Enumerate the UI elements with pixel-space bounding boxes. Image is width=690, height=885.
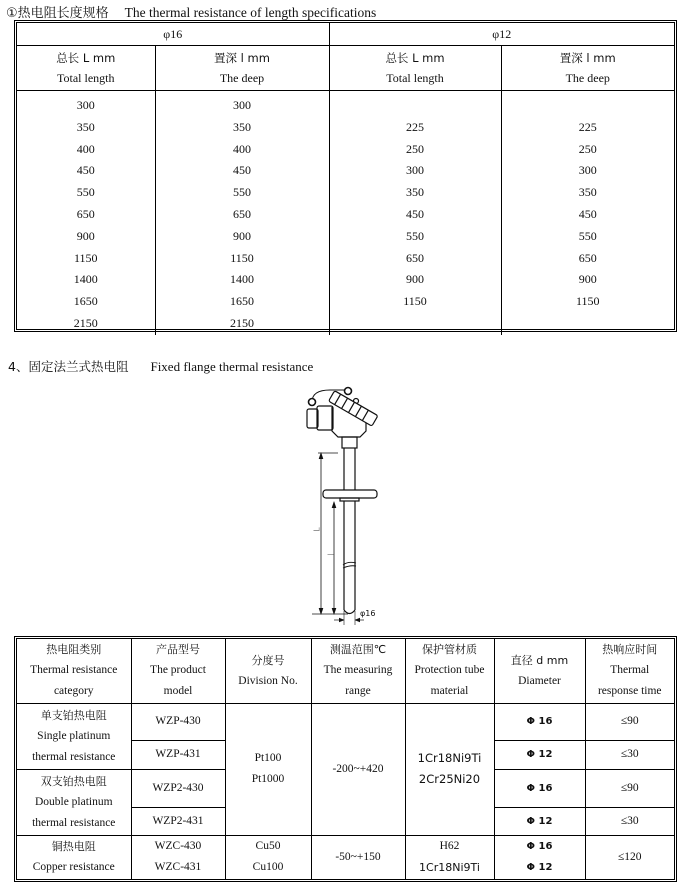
diameter-value: Φ 16 bbox=[526, 841, 553, 853]
table-cell-diameter bbox=[494, 769, 585, 807]
header-cn: 产品型号 bbox=[156, 643, 200, 657]
category-double-platinum bbox=[17, 769, 131, 835]
diameter-value: Φ 16 bbox=[526, 716, 553, 727]
table-cell-response: ≤90 bbox=[585, 703, 674, 740]
material-value: 1Cr18Ni9Ti bbox=[419, 861, 480, 875]
column-header-deep bbox=[155, 46, 329, 91]
header-en: The deep bbox=[565, 71, 610, 85]
header-en: Total length bbox=[386, 71, 444, 85]
table-cell: 300 bbox=[76, 98, 95, 112]
division-platinum bbox=[225, 703, 311, 835]
header-cn: 热响应时间 bbox=[602, 643, 658, 657]
table-cell: 400 bbox=[76, 141, 95, 156]
table-cell-model: WZP2-431 bbox=[131, 807, 225, 835]
model-value: WZC-430 bbox=[154, 840, 202, 853]
table-cell: 225 bbox=[406, 119, 424, 134]
table-cell-response: ≤90 bbox=[585, 769, 674, 807]
table-cell: 650 bbox=[578, 250, 597, 265]
division-value: Cu50 bbox=[255, 840, 281, 853]
table-cell: 350 bbox=[578, 185, 597, 200]
table-cell: 350 bbox=[406, 185, 424, 200]
division-copper bbox=[225, 835, 311, 879]
table-cell: 350 bbox=[233, 119, 251, 134]
range-platinum: -200~+420 bbox=[311, 703, 405, 835]
table-cell: 1400 bbox=[230, 272, 254, 287]
category-en: thermal resistance bbox=[32, 750, 116, 763]
table-cell: 2150 bbox=[73, 315, 98, 330]
table-cell: 450 bbox=[233, 163, 251, 178]
dimension-label-l: l bbox=[326, 553, 336, 556]
category-en: Double platinum bbox=[34, 795, 113, 808]
table-cell: 400 bbox=[233, 141, 251, 156]
division-value: Pt100 bbox=[254, 752, 282, 764]
header-category bbox=[17, 639, 131, 703]
category-cn: 双支铂热电阻 bbox=[40, 774, 107, 788]
header-en: The product bbox=[150, 664, 206, 677]
header-protection-tube bbox=[405, 639, 494, 703]
header-cn: 置深 l mm bbox=[214, 51, 270, 65]
group-header-phi16: φ16 bbox=[17, 23, 329, 46]
table-cell: 1650 bbox=[230, 294, 254, 309]
header-en: Thermal bbox=[610, 664, 650, 677]
table-cell-response: ≤30 bbox=[585, 807, 674, 835]
table-cell-response: ≤30 bbox=[585, 740, 674, 769]
header-en: material bbox=[430, 685, 469, 698]
category-cn: 单支铂热电阻 bbox=[40, 708, 107, 722]
division-value: Pt1000 bbox=[251, 773, 285, 785]
table-cell: 1150 bbox=[73, 250, 98, 265]
section2-title-en: Fixed flange thermal resistance bbox=[150, 359, 314, 374]
section1-number: ① bbox=[6, 6, 18, 21]
section1-title-en: The thermal resistance of length specifications bbox=[124, 5, 377, 20]
header-measuring-range bbox=[311, 639, 405, 703]
header-en: Total length bbox=[57, 71, 115, 85]
material-value: H62 bbox=[439, 840, 460, 853]
material-platinum bbox=[405, 703, 494, 835]
table-cell-diameter bbox=[494, 807, 585, 835]
category-en: Copper resistance bbox=[32, 861, 115, 874]
header-cn: 热电阻类别 bbox=[46, 643, 102, 657]
table-cell: 900 bbox=[406, 272, 424, 287]
table-cell bbox=[330, 95, 501, 117]
table-cell-diameter bbox=[494, 740, 585, 769]
table-cell: 1150 bbox=[403, 294, 427, 309]
header-en: response time bbox=[597, 685, 662, 698]
header-en: model bbox=[163, 685, 193, 698]
header-cn: 总长 L mm bbox=[385, 51, 445, 65]
category-en: Single platinum bbox=[37, 729, 111, 742]
table-cell: 250 bbox=[406, 141, 424, 156]
group-header-phi12: φ12 bbox=[329, 23, 674, 46]
table-cell: 1400 bbox=[73, 272, 98, 287]
phi12-total-length-values bbox=[329, 91, 501, 335]
header-cn: 分度号 bbox=[251, 653, 285, 667]
material-value: 2Cr25Ni20 bbox=[418, 772, 481, 786]
flange-thermal-resistance-drawing bbox=[290, 385, 410, 625]
diameter-value: Φ 16 bbox=[526, 782, 553, 794]
section2-title bbox=[8, 357, 313, 375]
table-cell-response: ≤120 bbox=[585, 835, 674, 879]
table-cell: 250 bbox=[578, 141, 597, 156]
table-cell: 650 bbox=[76, 206, 95, 221]
table-cell: 450 bbox=[76, 163, 95, 178]
table-cell-diameter bbox=[494, 703, 585, 740]
diameter-value: Φ 12 bbox=[526, 749, 553, 760]
table-cell-diameter bbox=[494, 835, 585, 879]
header-response-time bbox=[585, 639, 674, 703]
table-cell bbox=[502, 95, 675, 117]
category-en: thermal resistance bbox=[32, 816, 116, 829]
header-cn: 总长 L mm bbox=[56, 51, 116, 65]
header-en: The deep bbox=[219, 71, 265, 85]
table-cell-model bbox=[131, 835, 225, 879]
division-value: Cu100 bbox=[252, 861, 284, 874]
material-copper bbox=[405, 835, 494, 879]
table-cell: 550 bbox=[578, 228, 597, 243]
column-header-deep bbox=[501, 46, 674, 91]
length-spec-table bbox=[14, 20, 677, 332]
header-en: Thermal resistance bbox=[30, 664, 118, 677]
phi16-deep-values bbox=[155, 91, 329, 335]
header-en: Diameter bbox=[518, 674, 561, 687]
dimension-label-L: L bbox=[312, 527, 322, 532]
section1-title bbox=[6, 2, 376, 21]
header-en: Protection tube bbox=[414, 664, 485, 677]
table-cell: 1150 bbox=[575, 294, 600, 309]
table-cell: 225 bbox=[578, 119, 597, 134]
table-cell-model: WZP-430 bbox=[131, 703, 225, 740]
table-cell: 300 bbox=[406, 163, 424, 178]
header-cn: 测温范围℃ bbox=[329, 643, 387, 657]
column-header-total-length bbox=[17, 46, 155, 91]
table-cell: 550 bbox=[233, 185, 251, 200]
header-product-model bbox=[131, 639, 225, 703]
section2-number: 4、 bbox=[8, 359, 29, 374]
range-copper: -50~+150 bbox=[311, 835, 405, 879]
header-cn: 置深 l mm bbox=[559, 51, 616, 65]
header-cn: 直径 d mm bbox=[510, 653, 569, 667]
table-cell: 1650 bbox=[73, 294, 98, 309]
phi12-deep-values bbox=[501, 91, 674, 335]
table-cell: 2150 bbox=[230, 315, 254, 330]
header-diameter bbox=[494, 639, 585, 703]
phi16-total-length-values bbox=[17, 91, 155, 335]
model-value: WZC-431 bbox=[154, 861, 202, 874]
table-cell: 450 bbox=[406, 206, 424, 221]
diameter-value: Φ 12 bbox=[526, 815, 553, 827]
flange-spec-table bbox=[14, 636, 677, 882]
dimension-label-diameter: φ16 bbox=[360, 609, 376, 618]
header-cn: 保护管材质 bbox=[422, 643, 477, 657]
category-cn: 铜热电阻 bbox=[51, 840, 96, 854]
header-en: The measuring bbox=[323, 664, 393, 677]
table-cell: 550 bbox=[76, 185, 95, 200]
table-cell: 300 bbox=[233, 98, 251, 112]
section2-title-cn: 固定法兰式热电阻 bbox=[28, 359, 129, 374]
header-division bbox=[225, 639, 311, 703]
column-header-total-length bbox=[329, 46, 501, 91]
table-cell: 450 bbox=[578, 206, 597, 221]
header-en: range bbox=[345, 685, 371, 698]
table-cell: 550 bbox=[406, 228, 424, 243]
material-value: 1Cr18Ni9Ti bbox=[417, 751, 482, 765]
category-copper bbox=[17, 835, 131, 879]
header-en: category bbox=[53, 685, 94, 698]
section1-title-cn: 热电阻长度规格 bbox=[17, 6, 109, 21]
table-cell-model: WZP2-430 bbox=[131, 769, 225, 807]
table-cell: 650 bbox=[406, 250, 424, 265]
table-cell: 900 bbox=[76, 228, 95, 243]
table-cell-model: WZP-431 bbox=[131, 740, 225, 769]
table-cell: 300 bbox=[578, 163, 597, 178]
diameter-value: Φ 12 bbox=[526, 862, 553, 874]
category-single-platinum bbox=[17, 703, 131, 769]
table-cell: 900 bbox=[233, 228, 251, 243]
header-en: Division No. bbox=[238, 674, 298, 687]
table-cell: 900 bbox=[578, 272, 597, 287]
table-cell: 650 bbox=[233, 206, 251, 221]
table-cell: 1150 bbox=[230, 250, 254, 265]
table-cell: 350 bbox=[76, 119, 95, 134]
